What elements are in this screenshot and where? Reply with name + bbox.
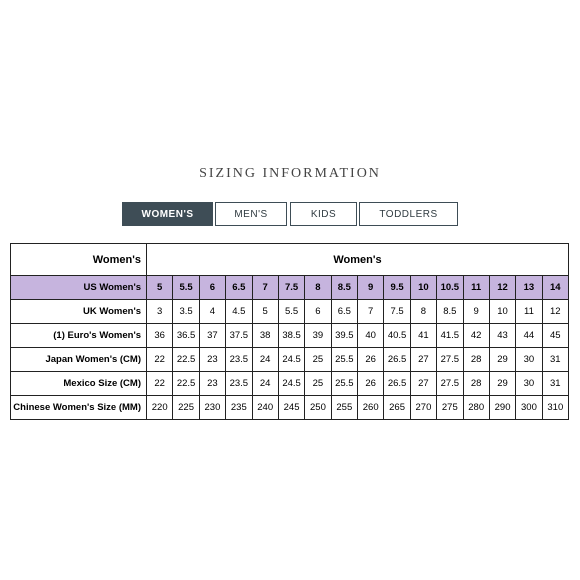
size-cell: 9.5 bbox=[384, 276, 410, 300]
corner-header: Women's bbox=[11, 244, 147, 276]
size-cell: 24.5 bbox=[278, 372, 304, 396]
size-cell: 26.5 bbox=[384, 372, 410, 396]
size-cell: 230 bbox=[199, 396, 225, 420]
size-cell: 240 bbox=[252, 396, 278, 420]
size-cell: 40.5 bbox=[384, 324, 410, 348]
size-cell: 44 bbox=[516, 324, 542, 348]
size-cell: 275 bbox=[437, 396, 463, 420]
row-label: UK Women's bbox=[11, 300, 147, 324]
size-cell: 30 bbox=[516, 348, 542, 372]
size-cell: 255 bbox=[331, 396, 357, 420]
size-cell: 12 bbox=[542, 300, 568, 324]
size-cell: 12 bbox=[489, 276, 515, 300]
size-cell: 8.5 bbox=[331, 276, 357, 300]
tab-mens[interactable]: MEN'S bbox=[215, 202, 287, 226]
table-row bbox=[11, 348, 569, 372]
size-chart-table bbox=[10, 243, 569, 420]
size-cell: 28 bbox=[463, 372, 489, 396]
size-cell: 22 bbox=[147, 348, 173, 372]
size-cell: 29 bbox=[489, 372, 515, 396]
size-cell: 11 bbox=[516, 300, 542, 324]
size-cell: 5 bbox=[252, 300, 278, 324]
table-header-row bbox=[11, 244, 569, 276]
size-cell: 5.5 bbox=[173, 276, 199, 300]
size-cell: 24.5 bbox=[278, 348, 304, 372]
size-cell: 290 bbox=[489, 396, 515, 420]
size-cell: 30 bbox=[516, 372, 542, 396]
size-cell: 25 bbox=[305, 348, 331, 372]
size-cell: 25.5 bbox=[331, 372, 357, 396]
size-cell: 7.5 bbox=[278, 276, 304, 300]
size-cell: 265 bbox=[384, 396, 410, 420]
size-cell: 24 bbox=[252, 372, 278, 396]
size-cell: 41.5 bbox=[437, 324, 463, 348]
size-cell: 7 bbox=[358, 300, 384, 324]
size-cell: 37.5 bbox=[226, 324, 252, 348]
tab-womens[interactable]: WOMEN'S bbox=[122, 202, 213, 226]
size-cell: 25 bbox=[305, 372, 331, 396]
tab-toddlers[interactable]: TODDLERS bbox=[359, 202, 458, 226]
size-cell: 23.5 bbox=[226, 372, 252, 396]
size-cell: 225 bbox=[173, 396, 199, 420]
size-cell: 28 bbox=[463, 348, 489, 372]
size-cell: 10 bbox=[410, 276, 436, 300]
size-cell: 31 bbox=[542, 372, 568, 396]
size-cell: 300 bbox=[516, 396, 542, 420]
size-cell: 22.5 bbox=[173, 348, 199, 372]
size-cell: 250 bbox=[305, 396, 331, 420]
size-cell: 235 bbox=[226, 396, 252, 420]
size-cell: 7.5 bbox=[384, 300, 410, 324]
size-cell: 6 bbox=[305, 300, 331, 324]
size-cell: 45 bbox=[542, 324, 568, 348]
tab-kids[interactable]: KIDS bbox=[290, 202, 357, 226]
size-cell: 31 bbox=[542, 348, 568, 372]
size-cell: 10 bbox=[489, 300, 515, 324]
size-cell: 26 bbox=[358, 372, 384, 396]
size-cell: 6.5 bbox=[331, 300, 357, 324]
page-title: SIZING INFORMATION bbox=[199, 166, 381, 181]
size-cell: 36 bbox=[147, 324, 173, 348]
size-cell: 280 bbox=[463, 396, 489, 420]
size-cell: 8 bbox=[305, 276, 331, 300]
row-label: Mexico Size (CM) bbox=[11, 372, 147, 396]
size-cell: 5.5 bbox=[278, 300, 304, 324]
size-cell: 36.5 bbox=[173, 324, 199, 348]
size-cell: 14 bbox=[542, 276, 568, 300]
size-cell: 23 bbox=[199, 372, 225, 396]
size-cell: 260 bbox=[358, 396, 384, 420]
size-cell: 43 bbox=[489, 324, 515, 348]
table-row bbox=[11, 300, 569, 324]
size-cell: 27.5 bbox=[437, 348, 463, 372]
size-cell: 23 bbox=[199, 348, 225, 372]
size-cell: 27.5 bbox=[437, 372, 463, 396]
size-cell: 270 bbox=[410, 396, 436, 420]
size-cell: 39 bbox=[305, 324, 331, 348]
size-cell: 11 bbox=[463, 276, 489, 300]
size-cell: 39.5 bbox=[331, 324, 357, 348]
size-cell: 8.5 bbox=[437, 300, 463, 324]
size-cell: 220 bbox=[147, 396, 173, 420]
size-cell: 9 bbox=[358, 276, 384, 300]
size-cell: 38 bbox=[252, 324, 278, 348]
row-label: (1) Euro's Women's bbox=[11, 324, 147, 348]
size-cell: 41 bbox=[410, 324, 436, 348]
size-cell: 3 bbox=[147, 300, 173, 324]
table-row bbox=[11, 324, 569, 348]
size-cell: 37 bbox=[199, 324, 225, 348]
size-cell: 22.5 bbox=[173, 372, 199, 396]
size-cell: 26.5 bbox=[384, 348, 410, 372]
table-row bbox=[11, 396, 569, 420]
table-row bbox=[11, 276, 569, 300]
group-header: Women's bbox=[147, 244, 569, 276]
size-cell: 25.5 bbox=[331, 348, 357, 372]
size-cell: 3.5 bbox=[173, 300, 199, 324]
size-cell: 245 bbox=[278, 396, 304, 420]
size-cell: 7 bbox=[252, 276, 278, 300]
table-row bbox=[11, 372, 569, 396]
size-cell: 13 bbox=[516, 276, 542, 300]
size-cell: 38.5 bbox=[278, 324, 304, 348]
size-cell: 10.5 bbox=[437, 276, 463, 300]
size-cell: 310 bbox=[542, 396, 568, 420]
size-cell: 42 bbox=[463, 324, 489, 348]
size-cell: 4.5 bbox=[226, 300, 252, 324]
row-label: Chinese Women's Size (MM) bbox=[11, 396, 147, 420]
size-cell: 27 bbox=[410, 348, 436, 372]
size-cell: 9 bbox=[463, 300, 489, 324]
size-cell: 8 bbox=[410, 300, 436, 324]
size-cell: 5 bbox=[147, 276, 173, 300]
size-cell: 4 bbox=[199, 300, 225, 324]
row-label: Japan Women's (CM) bbox=[11, 348, 147, 372]
size-cell: 29 bbox=[489, 348, 515, 372]
row-label: US Women's bbox=[11, 276, 147, 300]
size-cell: 23.5 bbox=[226, 348, 252, 372]
size-cell: 27 bbox=[410, 372, 436, 396]
size-cell: 22 bbox=[147, 372, 173, 396]
size-cell: 6 bbox=[199, 276, 225, 300]
size-cell: 6.5 bbox=[226, 276, 252, 300]
size-cell: 24 bbox=[252, 348, 278, 372]
size-cell: 26 bbox=[358, 348, 384, 372]
size-cell: 40 bbox=[358, 324, 384, 348]
